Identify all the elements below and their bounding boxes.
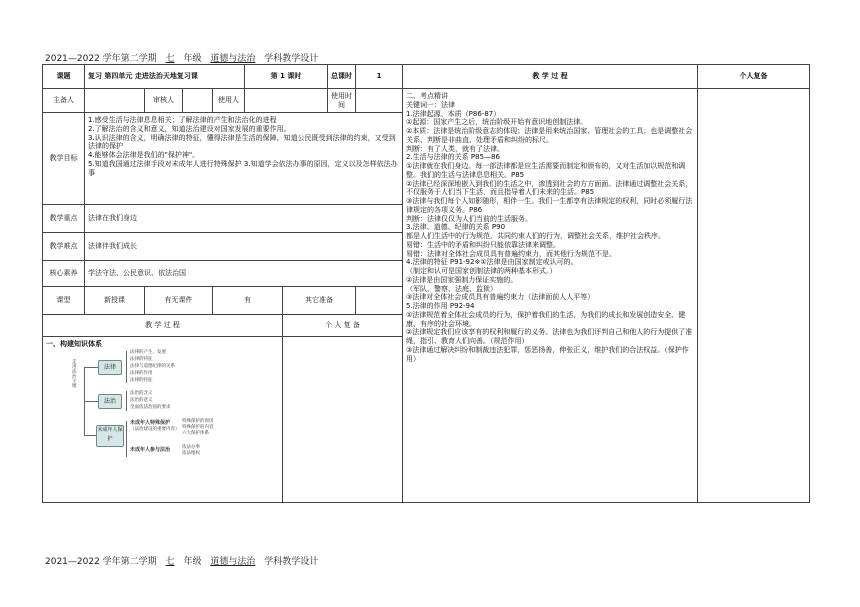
rule-bracket (126, 391, 127, 411)
process-line: 二、考点精讲 (406, 92, 448, 100)
process-line: ②本质：法律是统治阶级意志的体现；法律是用来统治国家、管理社会的工具；也是调整社会关系、判断是非曲直、处理矛盾和纠纷的标尺。 (406, 127, 693, 144)
objective-item: 5.知道我国通过法律手段对未成年人进行特殊保护 3.知道学会依法办事的原因，定义以及怎样依法办事 (88, 159, 398, 177)
rule-item: 全面依法治国的要求 (130, 404, 171, 410)
process-line: ①法律就在我们身边。每一部法律都是应生活需要而制定和颁布的，又对生活加以规范和调整。我们的生活与法律息息相关。P85 (406, 162, 686, 179)
header-grade-label: 年级 (183, 54, 202, 64)
footer-grade-label: 年级 (183, 557, 202, 567)
process-line: ③法律与我们每个人如影随形，相伴一生。我们一生都享有法律规定的权利，同时必须履行法律规定的各项义务。P86 (406, 197, 693, 214)
footer-grade: 七 (165, 557, 175, 567)
process-line: 关键词一：法律 (406, 100, 455, 109)
protect-a-item: 六大保护体系 (182, 430, 209, 436)
section-title: 一、构建知识体系 (46, 340, 102, 348)
objectives-content (85, 113, 403, 205)
reviewer-label: 审核人 (145, 89, 183, 113)
right-personal-prep (698, 89, 810, 503)
process-line: 3.法律、道德、纪律的关系 P90 (406, 223, 506, 232)
protect-b: 未成年人参与法治 (130, 446, 171, 453)
objective-item: 3.认识法律的含义，明确法律的特征，懂得法律是生活的保障，知道公民既受到法律的约束，又受到法律的保护 (88, 133, 396, 151)
process-line: 2.生活与法律的关系 P85—86 (406, 153, 500, 162)
process-line: ③法律通过解决纠纷和制裁违法犯罪，惩恶扬善，伸张正义，维护我们的合法权益。（保护作用） (406, 345, 689, 363)
footer-subject: 道德与法治 (210, 557, 256, 567)
right-process-content (403, 89, 698, 503)
process-line: 易错：生活中的矛盾和纠纷只能依靠法律来调整。 (406, 240, 560, 249)
node-law: 法律 (98, 360, 122, 375)
objective-item: 2.了解法治的含义和意义，知道法治建设对国家发展的重要作用。 (88, 124, 291, 133)
node-protect: 未成年人保护 (96, 425, 124, 447)
rule-item: 法治的含义 (130, 390, 153, 396)
law-item: 法律与道德纪律的关系 (130, 363, 175, 369)
literacy-value: 学法守法、公民意识、依法治国 (85, 261, 403, 287)
document-header (45, 51, 324, 64)
process-line: 都是人们生活中的行为规范，共同约束人们的行为，调整社会关系，维护社会秩序。 (406, 232, 665, 240)
law-item: 法律的作用 (130, 370, 153, 376)
rule-item: 法治的意义 (130, 397, 153, 403)
footer-year: 2021—2022 学年第二学期 (45, 557, 157, 567)
process-line: 4.法律的特征 P91-92※①法律是由国家制定或认可的。 (406, 258, 578, 267)
total-label: 总课时 (328, 65, 356, 89)
key-label: 教学重点 (43, 205, 85, 233)
left-personal-prep-cell (283, 337, 403, 503)
law-bracket (126, 351, 127, 383)
process-line: （军队、警察、法庭、监狱） (406, 284, 497, 293)
preparer-label: 主备人 (43, 89, 85, 113)
key-value: 法律在我们身边 (85, 205, 403, 233)
process-line: （制定和认可是国家创制法律的两种基本形式。） (406, 267, 557, 275)
footer-suffix: 学科教学设计 (264, 557, 319, 567)
literacy-label: 核心素养 (43, 261, 85, 287)
objectives-label: 教学目标 (43, 113, 85, 205)
process-line: 5.法律的作用 P92-94 (406, 302, 475, 310)
process-line: ①法律规范着全体社会成员的行为，保护着我们的生活，为我们的成长和发展创造安全、健康、有序的社会环境。 (406, 310, 686, 328)
personal-prep-header: 个人复备 (698, 65, 810, 89)
process-line: 判断：法律仅仅为人们当前的生活服务。 (406, 214, 532, 223)
law-item: 法律的特征 (130, 377, 153, 383)
preparer-value (85, 89, 145, 113)
diagram-branch (84, 367, 98, 368)
protect-bracket (126, 421, 127, 457)
knowledge-diagram (46, 349, 279, 499)
other-label: 其它准备 (283, 287, 356, 315)
objective-item: 1.感受生活与法律息息相关；了解法律的产生和法治化的进程 (88, 116, 277, 124)
topic-value: 复习 第四单元 走进法治天地复习课 (85, 65, 245, 89)
document-footer (45, 554, 324, 567)
period-label: 第 1 课时 (245, 65, 328, 89)
left-personal-prep-header: 个 人 复 备 (283, 315, 403, 337)
process-line: 1.法律起源、本质（P86-87） (406, 109, 501, 118)
left-process-header: 教 学 过 程 (43, 315, 283, 337)
header-suffix: 学科教学设计 (264, 54, 319, 64)
process-line: ③法律对全体社会成员具有普遍约束力（法律面前人人平等） (406, 293, 595, 302)
process-line: ②法律规定我们应该享有的权利和履行的义务。法律也为我们评判自己和他人的行为提供了准绳，指引、教育人们向善。（规范作用） (406, 328, 693, 345)
user-label: 使用人 (213, 89, 245, 113)
header-grade: 七 (165, 54, 175, 64)
objective-item: 4.能够体会法律是我们的"保护神"。 (88, 151, 200, 159)
protect-a-sub: （法治建设的重要内容） (130, 426, 180, 432)
use-time-value (356, 89, 403, 113)
process-line: 易错：法律对全体社会成员具有普遍约束力，而其他行为规范不是。 (406, 249, 616, 258)
total-value: 1 (356, 65, 403, 89)
protect-b-item: 依法办事 (182, 444, 200, 450)
topic-label: 课题 (43, 65, 85, 89)
type-value: 新授课 (85, 287, 145, 315)
reviewer-value (183, 89, 213, 113)
protect-a-item: 特殊保护的内容 (182, 424, 214, 430)
protect-b-item: 依法维权 (182, 450, 200, 456)
diagram-root: 走进法治天地 (72, 359, 77, 390)
process-line: ①起源：国家产生之后，统治阶级开始有意识地创制法律。 (406, 118, 588, 127)
protect-a-item: 特殊保护的原因 (182, 418, 214, 424)
use-time-label: 使用时间 (328, 89, 356, 113)
header-subject: 道德与法治 (210, 54, 256, 64)
law-item: 法律的产生、发展 (130, 349, 166, 355)
process-line: ②法律是由国家强制力保证实施的。 (406, 275, 518, 284)
difficulty-label: 教学难点 (43, 233, 85, 261)
header-year: 2021—2022 学年第二学期 (45, 54, 157, 64)
courseware-label: 有无课件 (145, 287, 213, 315)
user-value (245, 89, 328, 113)
lesson-plan-table (42, 64, 810, 503)
process-line: 判断：有了人类，就有了法律。 (406, 144, 504, 153)
type-label: 课型 (43, 287, 85, 315)
other-value (356, 287, 403, 315)
diagram-branch (84, 401, 98, 402)
courseware-value: 有 (213, 287, 283, 315)
knowledge-system-cell (43, 337, 283, 503)
node-rule: 法治 (98, 394, 122, 409)
law-item: 法律的特征 (130, 356, 153, 362)
difficulty-value: 法律伴我们成长 (85, 233, 403, 261)
protect-a: 未成年人特殊保护 (130, 419, 171, 426)
process-line: ②法律已经深深地嵌入到我们的生活之中，渗透到社会的方方面面。法律通过调整社会关系，不仅服务于人们当下生活，而且指导着人们未来的生活。P85 (406, 179, 693, 197)
process-header: 教 学 过 程 (403, 65, 698, 89)
